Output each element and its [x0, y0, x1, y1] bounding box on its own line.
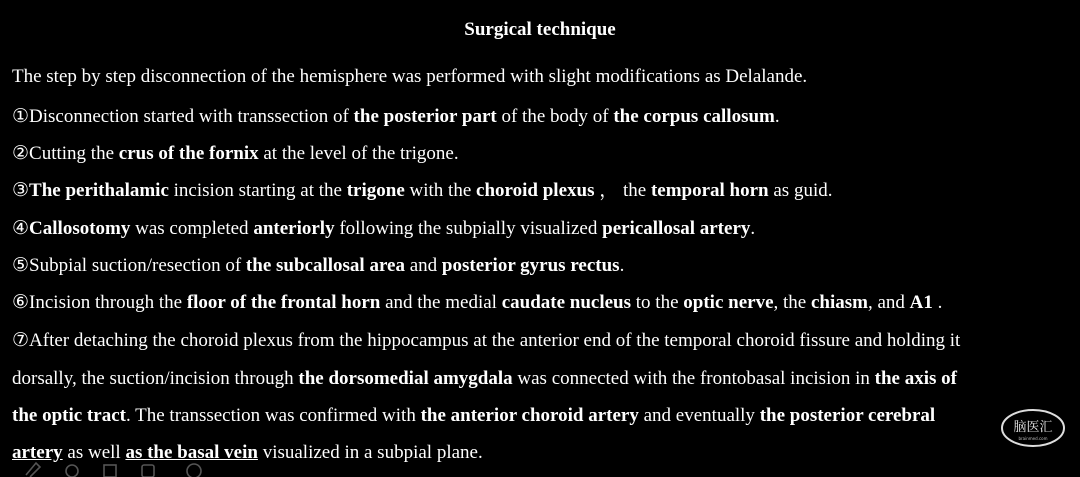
step-5: ⑤Subpial suction/resection of the subcallosal area and posterior gyrus rectus. — [12, 255, 625, 276]
step-3: ③The perithalamic incision starting at the trigone with the choroid plexus ， the temporal horn as guid. — [12, 180, 833, 201]
brainmed-logo — [1000, 407, 1066, 449]
more-icon — [187, 464, 201, 477]
step-4: ④Callosotomy was completed anteriorly following the subpially visualized pericallosal artery. — [12, 218, 756, 239]
logo-text: 脑医汇 — [1013, 420, 1053, 435]
step-7-line-1: ⑦After detaching the choroid plexus from the hippocampus at the anterior end of the temporal choroid fissure and holding it — [12, 330, 961, 351]
step-2: ②Cutting the crus of the fornix at the level of the trigone. — [12, 143, 459, 164]
search-icon — [66, 465, 78, 477]
step-7-line-2: dorsally, the suction/incision through the dorsomedial amygdala was connected with the frontobasal incision in the axis of — [12, 368, 957, 389]
step-7-line-3: the optic tract. The transsection was confirmed with the anterior choroid artery and eventually the posterior cerebral — [12, 405, 936, 426]
screen-icon — [142, 465, 154, 477]
slides-icon — [104, 465, 116, 477]
slide-title: Surgical technique — [464, 19, 616, 40]
logo-subtext: brainmed.com — [1018, 436, 1048, 441]
step-1: ①Disconnection started with transsection of the posterior part of the body of the corpus callosum. — [12, 106, 780, 127]
intro-paragraph: The step by step disconnection of the hemisphere was performed with slight modifications as Delalande. — [12, 66, 808, 87]
step-6: ⑥Incision through the floor of the frontal horn and the medial caudate nucleus to the optic nerve, the chiasm, and A1 . — [12, 292, 943, 313]
presentation-toolbar[interactable] — [0, 455, 220, 477]
step-7-line-4: artery as well as the basal vein visualized in a subpial plane. — [12, 442, 483, 463]
pen-icon — [26, 463, 40, 477]
